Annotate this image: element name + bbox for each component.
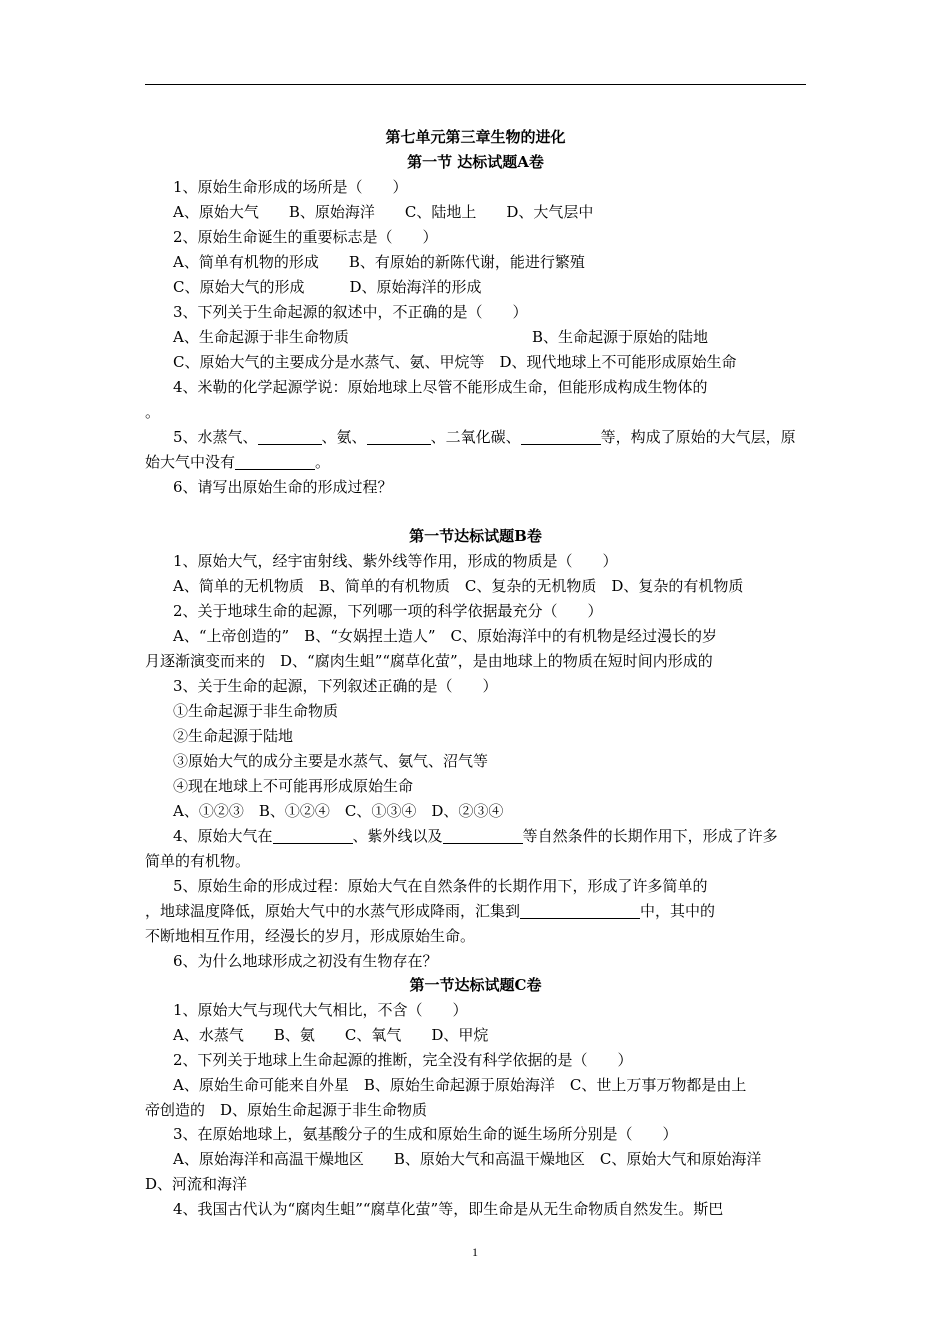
b-question-1-options: A、简单的无机物质 B、简单的有机物质 C、复杂的无机物质 D、复杂的有机物质 [173, 577, 744, 595]
answer-blank[interactable] [443, 827, 523, 844]
c-question-3-options-continued: D、河流和海洋 [145, 1175, 248, 1193]
c-question-4: 4、我国古代认为“腐肉生蛆”“腐草化萤”等，即生命是从无生命物质自然发生。斯巴 [173, 1200, 724, 1218]
b-question-3-options: A、①②③ B、①②④ C、①③④ D、②③④ [173, 802, 504, 820]
section-b-heading: 第一节达标试题B卷 [409, 527, 542, 545]
header-rule [145, 84, 806, 85]
answer-blank[interactable] [520, 902, 640, 919]
b-question-1: 1、原始大气，经宇宙射线、紫外线等作用，形成的物质是（ ） [173, 552, 618, 570]
a-question-4-continued: 。 [145, 403, 161, 421]
a-question-6: 6、请写出原始生命的形成过程？ [173, 478, 393, 496]
c-question-3: 3、在原始地球上，氨基酸分子的生成和原始生命的诞生场所分别是（ ） [173, 1125, 678, 1143]
answer-blank[interactable] [258, 428, 322, 445]
b-question-5-end: 不断地相互作用，经漫长的岁月，形成原始生命。 [145, 927, 476, 945]
a-question-3-option-a [145, 325, 806, 350]
b-question-5-continued: ，地球温度降低，原始大气中的水蒸气形成降雨，汇集到 中，其中的 [145, 902, 716, 920]
c-question-2-options: A、原始生命可能来自外星 B、原始生命起源于原始海洋 C、世上万事万物都是由上 [173, 1076, 747, 1094]
c-question-2: 2、下列关于地球上生命起源的推断，完全没有科学依据的是（ ） [173, 1051, 633, 1069]
a-question-1-options: A、原始大气 B、原始海洋 C、陆地上 D、大气层中 [173, 203, 594, 221]
b-question-2-options: A、“上帝创造的” B、“女娲捏土造人” C、原始海洋中的有机物是经过漫长的岁 [173, 627, 718, 645]
document-title: 第七单元第三章生物的进化 [385, 128, 566, 146]
b-question-3: 3、关于生命的起源，下列叙述正确的是（ ） [173, 677, 498, 695]
a-question-3: 3、下列关于生命起源的叙述中，不正确的是（ ） [173, 303, 528, 321]
b-question-4: 4、原始大气在 、紫外线以及 等自然条件的长期作用下，形成了许多 [173, 827, 778, 845]
b-statement-1: ①生命起源于非生命物质 [173, 702, 339, 720]
a-question-1: 1、原始生命形成的场所是（ ） [173, 178, 408, 196]
section-c-heading: 第一节达标试题C卷 [409, 976, 542, 994]
c-question-1: 1、原始大气与现代大气相比，不含（ ） [173, 1001, 468, 1019]
section-a-heading: 第一节 达标试题A卷 [407, 153, 544, 171]
option-a-text: A、生命起源于非生命物质 [173, 328, 349, 346]
c-question-1-options: A、水蒸气 B、氨 C、氧气 D、甲烷 [173, 1026, 489, 1044]
b-question-4-continued: 简单的有机物。 [145, 852, 251, 870]
a-question-2-options-cd: C、原始大气的形成 D、原始海洋的形成 [173, 278, 482, 296]
a-question-2: 2、原始生命诞生的重要标志是（ ） [173, 228, 438, 246]
c-question-3-options: A、原始海洋和高温干燥地区 B、原始大气和高温干燥地区 C、原始大气和原始海洋 [173, 1150, 762, 1168]
answer-blank[interactable] [367, 428, 431, 445]
answer-blank[interactable] [235, 453, 315, 470]
a-question-5: 5、水蒸气、 、氨、 、二氧化碳、 等，构成了原始的大气层，原 [173, 428, 796, 446]
page-number: 1 [472, 1245, 478, 1259]
b-question-2-options-continued: 月逐渐演变而来的 D、“腐肉生蛆”“腐草化萤”，是由地球上的物质在短时间内形成的 [145, 652, 713, 670]
b-statement-3: ③原始大气的成分主要是水蒸气、氨气、沼气等 [173, 752, 489, 770]
b-statement-2: ②生命起源于陆地 [173, 727, 294, 745]
answer-blank[interactable] [521, 428, 601, 445]
a-question-2-options-ab: A、简单有机物的形成 B、有原始的新陈代谢，能进行繁殖 [173, 253, 585, 271]
b-question-2: 2、关于地球生命的起源，下列哪一项的科学依据最充分（ ） [173, 602, 603, 620]
a-question-3-options-cd: C、原始大气的主要成分是水蒸气、氨、甲烷等 D、现代地球上不可能形成原始生命 [173, 353, 737, 371]
b-question-5: 5、原始生命的形成过程：原始大气在自然条件的长期作用下，形成了许多简单的 [173, 877, 708, 895]
b-question-6: 6、为什么地球形成之初没有生物存在？ [173, 952, 438, 970]
c-question-2-options-continued: 帝创造的 D、原始生命起源于非生命物质 [145, 1101, 428, 1119]
answer-blank[interactable] [273, 827, 353, 844]
a-question-4: 4、米勒的化学起源学说：原始地球上尽管不能形成生命，但能形成构成生物体的 [173, 378, 708, 396]
b-statement-4: ④现在地球上不可能再形成原始生命 [173, 777, 414, 795]
a-question-5-continued: 始大气中没有 。 [145, 453, 331, 471]
option-b-text: B、生命起源于原始的陆地 [532, 328, 709, 346]
